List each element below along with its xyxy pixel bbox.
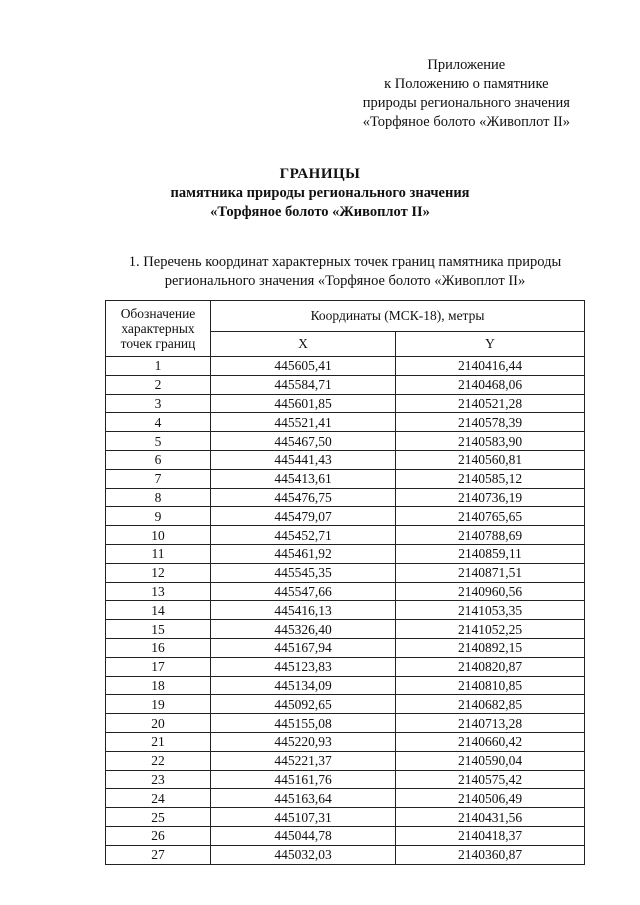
x-coordinate-cell: 445107,31 (211, 808, 396, 827)
point-number-cell: 7 (106, 469, 211, 488)
x-coordinate-cell: 445032,03 (211, 845, 396, 864)
point-number-cell: 2 (106, 375, 211, 394)
list-heading-line: 1. Перечень координат характерных точек границ памятника природы (128, 254, 562, 270)
y-coordinate-cell: 2140788,69 (396, 526, 585, 545)
table-row (106, 845, 585, 864)
x-coordinate-cell: 445479,07 (211, 507, 396, 526)
table-row (106, 507, 585, 526)
table-row (106, 526, 585, 545)
point-number-cell: 17 (106, 657, 211, 676)
x-coordinate-cell: 445441,43 (211, 450, 396, 469)
table-row (106, 450, 585, 469)
table-row (106, 394, 585, 413)
x-coordinate-cell: 445476,75 (211, 488, 396, 507)
y-coordinate-cell: 2141053,35 (396, 601, 585, 620)
point-number-cell: 6 (106, 450, 211, 469)
table-row (106, 695, 585, 714)
table-row (106, 789, 585, 808)
y-coordinate-cell: 2140682,85 (396, 695, 585, 714)
point-number-cell: 5 (106, 432, 211, 451)
x-coordinate-cell: 445467,50 (211, 432, 396, 451)
x-coordinate-cell: 445123,83 (211, 657, 396, 676)
x-coordinate-cell: 445155,08 (211, 714, 396, 733)
y-coordinate-cell: 2140960,56 (396, 582, 585, 601)
x-coordinate-cell: 445161,76 (211, 770, 396, 789)
y-coordinate-cell: 2140506,49 (396, 789, 585, 808)
y-coordinate-cell: 2140660,42 (396, 732, 585, 751)
point-number-cell: 24 (106, 789, 211, 808)
table-row (106, 657, 585, 676)
y-coordinate-cell: 2140560,81 (396, 450, 585, 469)
x-coordinate-cell: 445134,09 (211, 676, 396, 695)
point-number-cell: 20 (106, 714, 211, 733)
header-coordinates: Координаты (МСК-18), метры (211, 301, 585, 332)
y-coordinate-cell: 2140871,51 (396, 563, 585, 582)
point-number-cell: 13 (106, 582, 211, 601)
table-row (106, 544, 585, 563)
table-row (106, 751, 585, 770)
point-number-cell: 19 (106, 695, 211, 714)
title-line: «Торфяное болото «Живоплот II» (210, 204, 430, 220)
table-row (106, 582, 585, 601)
y-coordinate-cell: 2140360,87 (396, 845, 585, 864)
table-row (106, 357, 585, 376)
y-coordinate-cell: 2140892,15 (396, 638, 585, 657)
table-row (106, 770, 585, 789)
table-body (106, 357, 585, 865)
y-coordinate-cell: 2140578,39 (396, 413, 585, 432)
appendix-line: к Положению о памятнике (384, 76, 549, 92)
appendix-line: «Торфяное болото «Живоплот II» (362, 114, 570, 130)
table-row (106, 620, 585, 639)
point-number-cell: 15 (106, 620, 211, 639)
table-row (106, 563, 585, 582)
point-number-cell: 18 (106, 676, 211, 695)
y-coordinate-cell: 2140418,37 (396, 826, 585, 845)
point-number-cell: 9 (106, 507, 211, 526)
x-coordinate-cell: 445547,66 (211, 582, 396, 601)
table-row (106, 375, 585, 394)
x-coordinate-cell: 445163,64 (211, 789, 396, 808)
x-coordinate-cell: 445521,41 (211, 413, 396, 432)
x-coordinate-cell: 445461,92 (211, 544, 396, 563)
y-coordinate-cell: 2140431,56 (396, 808, 585, 827)
y-coordinate-cell: 2140468,06 (396, 375, 585, 394)
table-row (106, 714, 585, 733)
appendix-line: природы регионального значения (362, 95, 570, 111)
table-row (106, 638, 585, 657)
point-number-cell: 21 (106, 732, 211, 751)
x-coordinate-cell: 445044,78 (211, 826, 396, 845)
x-coordinate-cell: 445092,65 (211, 695, 396, 714)
x-coordinate-cell: 445220,93 (211, 732, 396, 751)
point-number-cell: 16 (106, 638, 211, 657)
title-line: памятника природы регионального значения (170, 185, 470, 201)
y-coordinate-cell: 2140859,11 (396, 544, 585, 563)
point-number-cell: 23 (106, 770, 211, 789)
y-coordinate-cell: 2140765,65 (396, 507, 585, 526)
header-designation: Обозначение характерных точек границ (106, 301, 211, 357)
point-number-cell: 12 (106, 563, 211, 582)
y-coordinate-cell: 2140590,04 (396, 751, 585, 770)
y-coordinate-cell: 2141052,25 (396, 620, 585, 639)
title-main: ГРАНИЦЫ (279, 166, 361, 182)
header-y: Y (396, 331, 585, 356)
y-coordinate-cell: 2140575,42 (396, 770, 585, 789)
appendix-line: Приложение (427, 57, 506, 73)
table-row (106, 676, 585, 695)
x-coordinate-cell: 445601,85 (211, 394, 396, 413)
point-number-cell: 22 (106, 751, 211, 770)
x-coordinate-cell: 445584,71 (211, 375, 396, 394)
x-coordinate-cell: 445605,41 (211, 357, 396, 376)
x-coordinate-cell: 445545,35 (211, 563, 396, 582)
y-coordinate-cell: 2140736,19 (396, 488, 585, 507)
y-coordinate-cell: 2140583,90 (396, 432, 585, 451)
x-coordinate-cell: 445326,40 (211, 620, 396, 639)
x-coordinate-cell: 445416,13 (211, 601, 396, 620)
x-coordinate-cell: 445167,94 (211, 638, 396, 657)
x-coordinate-cell: 445452,71 (211, 526, 396, 545)
table-row (106, 826, 585, 845)
table-row (106, 488, 585, 507)
table-row (106, 601, 585, 620)
list-heading-line: регионального значения «Торфяное болото «Живоплот II» (164, 273, 526, 289)
document-title (0, 165, 640, 222)
point-number-cell: 1 (106, 357, 211, 376)
point-number-cell: 4 (106, 413, 211, 432)
x-coordinate-cell: 445413,61 (211, 469, 396, 488)
table-row (106, 432, 585, 451)
y-coordinate-cell: 2140416,44 (396, 357, 585, 376)
point-number-cell: 26 (106, 826, 211, 845)
point-number-cell: 27 (106, 845, 211, 864)
y-coordinate-cell: 2140521,28 (396, 394, 585, 413)
appendix-note (363, 56, 570, 132)
point-number-cell: 14 (106, 601, 211, 620)
y-coordinate-cell: 2140585,12 (396, 469, 585, 488)
table-row (106, 413, 585, 432)
table-row (106, 808, 585, 827)
y-coordinate-cell: 2140810,85 (396, 676, 585, 695)
point-number-cell: 11 (106, 544, 211, 563)
point-number-cell: 10 (106, 526, 211, 545)
point-number-cell: 8 (106, 488, 211, 507)
header-x: X (211, 331, 396, 356)
table-row (106, 469, 585, 488)
coordinates-table (105, 300, 585, 865)
point-number-cell: 25 (106, 808, 211, 827)
x-coordinate-cell: 445221,37 (211, 751, 396, 770)
list-heading (105, 253, 585, 291)
table-row (106, 732, 585, 751)
y-coordinate-cell: 2140820,87 (396, 657, 585, 676)
y-coordinate-cell: 2140713,28 (396, 714, 585, 733)
point-number-cell: 3 (106, 394, 211, 413)
